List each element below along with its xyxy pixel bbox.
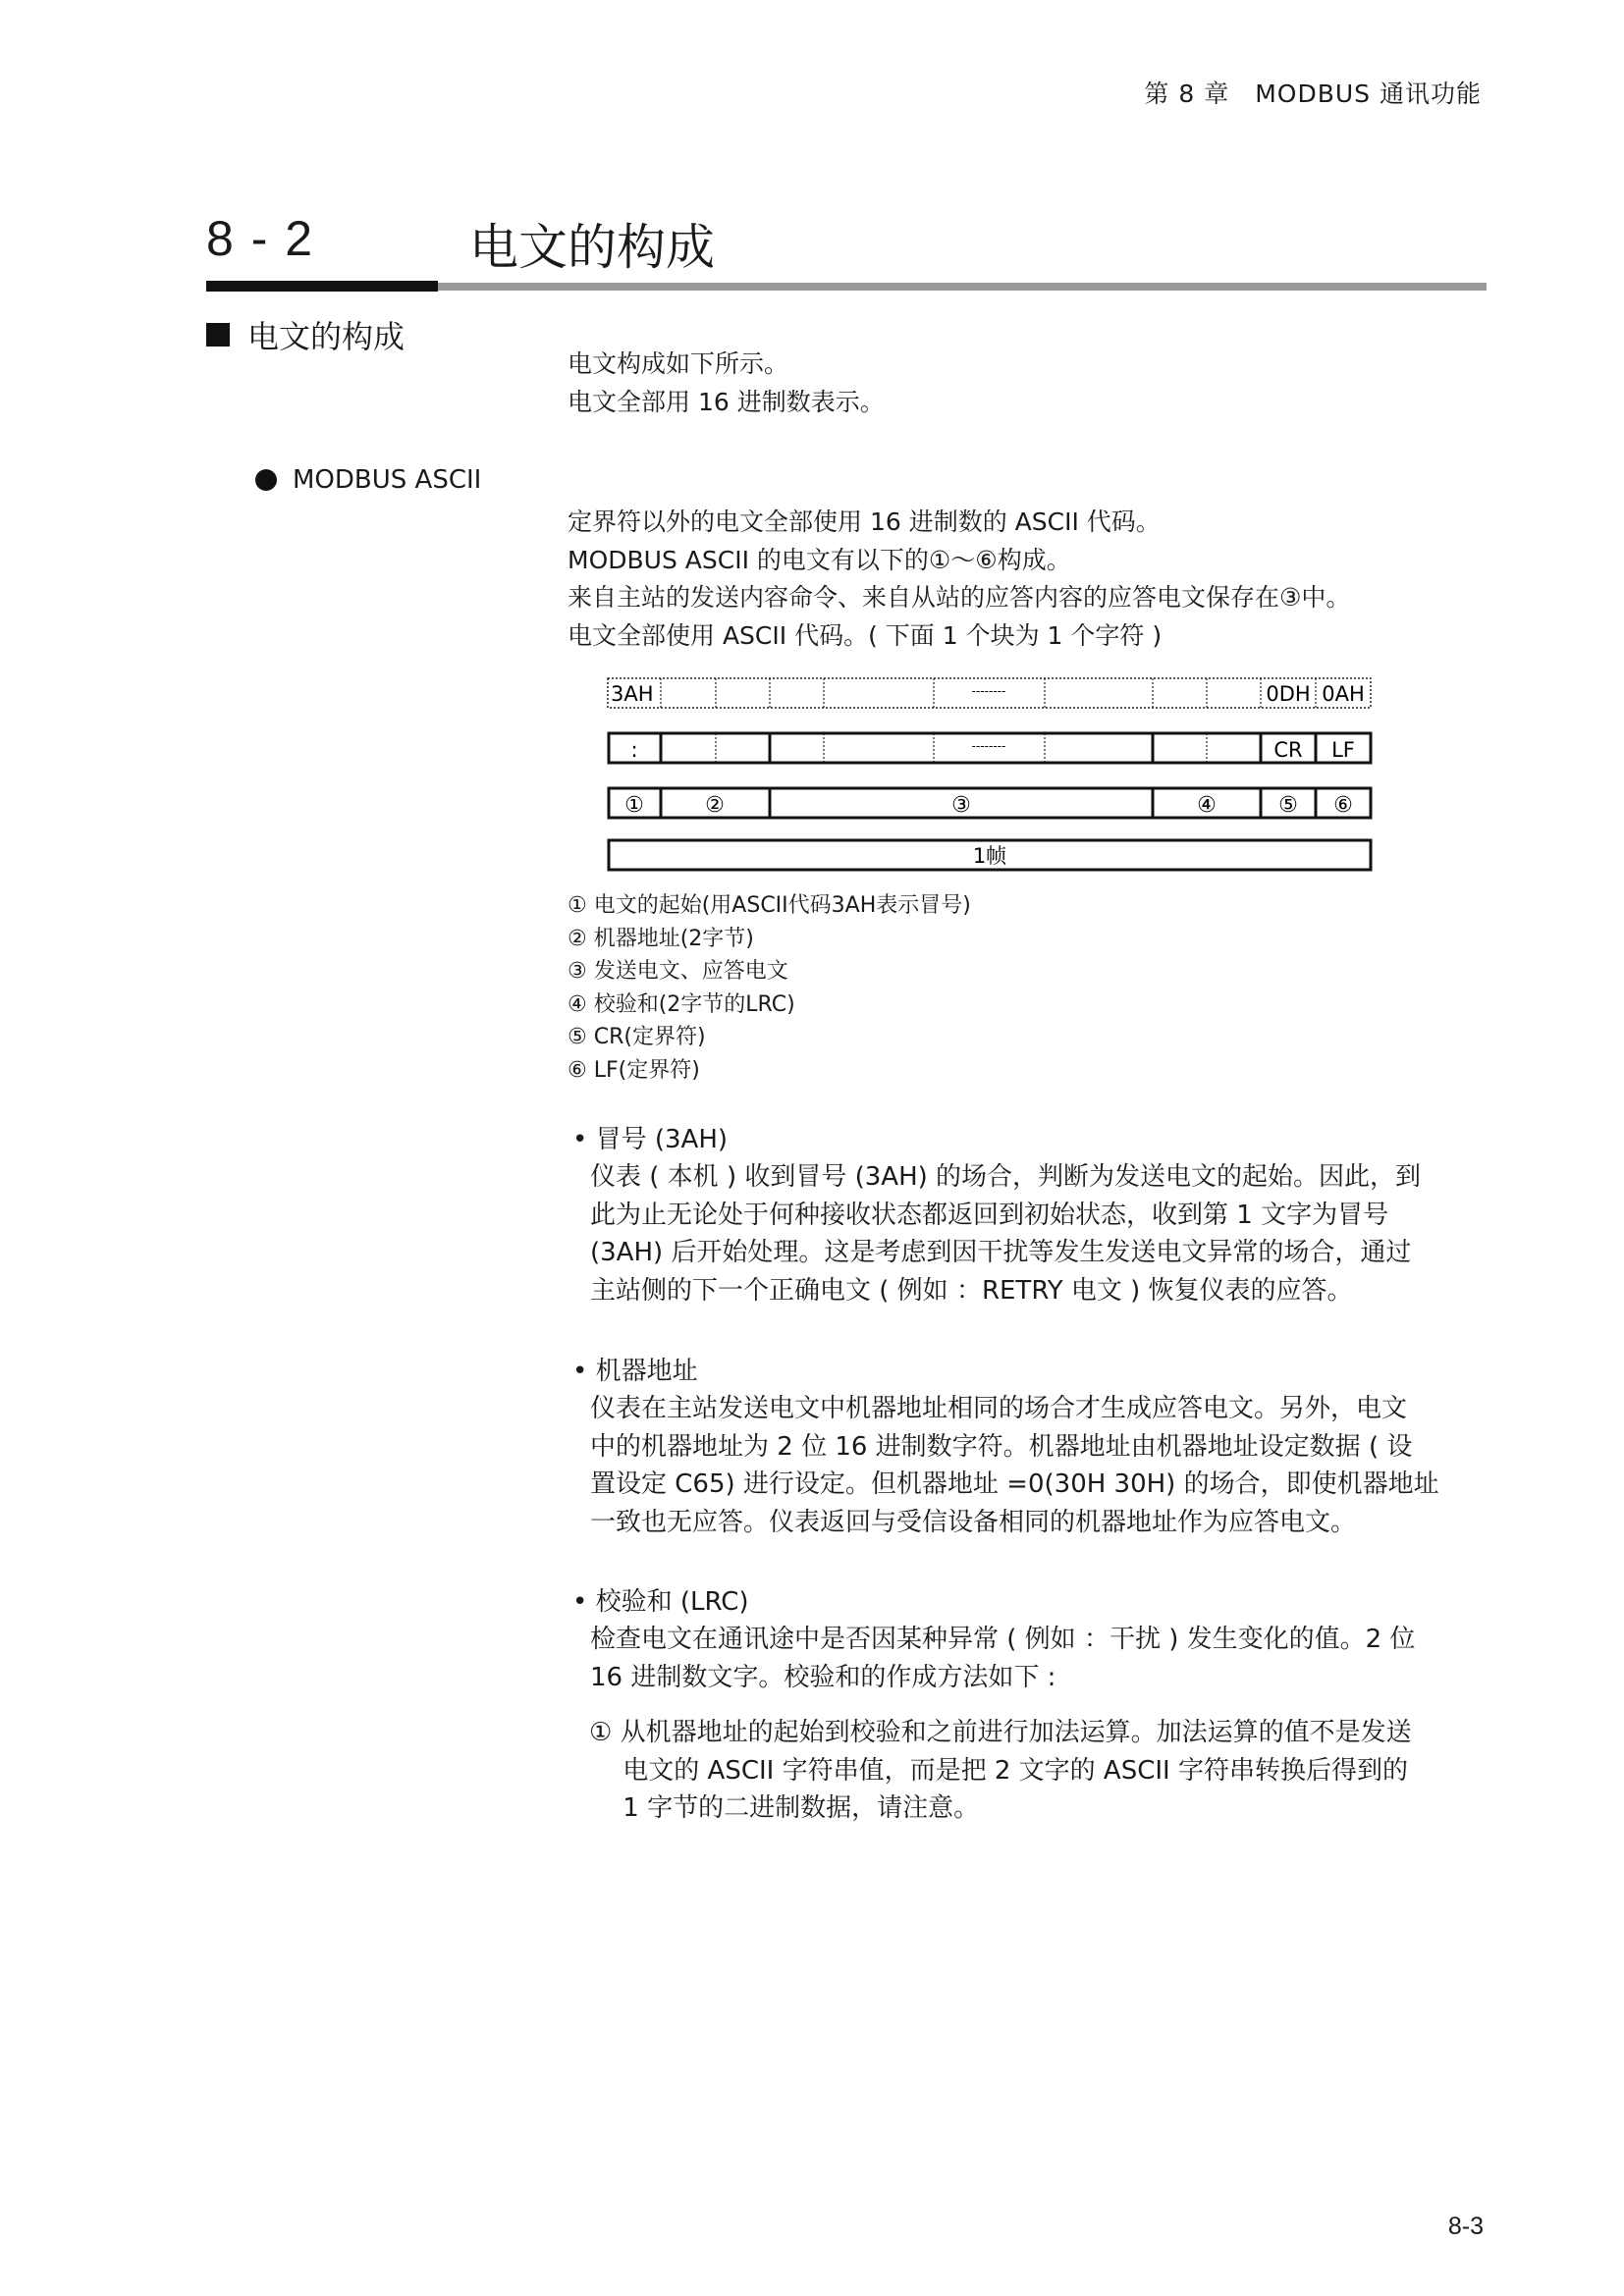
row1-cr-label: 0DH — [1266, 682, 1311, 706]
lrc-step-line: ① 从机器地址的起始到校验和之前进行加法运算。加法运算的值不是发送 — [589, 1718, 1412, 1747]
char-row — [609, 733, 1371, 763]
modbus-line: 来自主站的发送内容命令、来自从站的应答内容的应答电文保存在③中。 — [568, 583, 1351, 612]
note-colon — [572, 1121, 1421, 1309]
modbus-paragraph — [568, 504, 1350, 655]
lrc-step-line: 1 字节的二进制数据，请注意。 — [589, 1793, 980, 1823]
note-body — [572, 1158, 1421, 1309]
row2-ellipsis: -------- — [971, 739, 1006, 753]
note-body — [572, 1621, 1415, 1696]
modbus-line: 电文全部使用 ASCII 代码。( 下面 1 个块为 1 个字符 ) — [568, 620, 1163, 650]
row2-colon-label: : — [630, 738, 638, 762]
subheading-text: 电文的构成 — [247, 318, 406, 355]
note-line: 一致也无应答。仪表返回与受信设备相同的机器地址作为应答电文。 — [590, 1507, 1357, 1537]
title-rule-gray — [438, 283, 1487, 291]
row2-cr-label: CR — [1273, 738, 1303, 762]
note-line: (3AH) 后开始处理。这是考虑到因干扰等发生发送电文异常的场合，通过 — [590, 1238, 1412, 1267]
note-checksum — [572, 1583, 1415, 1696]
page-number: 8-3 — [1447, 2213, 1484, 2240]
square-bullet-icon — [206, 323, 230, 347]
note-title: • 冒号 (3AH) — [572, 1125, 729, 1154]
note-line: 16 进制数文字。校验和的作成方法如下 : — [590, 1662, 1056, 1692]
frame-label: 1帧 — [972, 844, 1007, 868]
chapter-header: 第 8 章 MODBUS 通讯功能 — [1144, 80, 1482, 108]
legend-item: ① 电文的起始(用ASCII代码3AH表示冒号) — [568, 893, 971, 918]
hex-row — [608, 678, 1371, 708]
note-line: 置设定 C65) 进行设定。但机器地址 =0(30H 30H) 的场合，即使机器地址 — [590, 1469, 1439, 1499]
row1-ellipsis: -------- — [971, 684, 1006, 698]
legend-item: ② 机器地址(2字节) — [568, 926, 754, 951]
frame-row — [609, 840, 1371, 870]
part-6-marker: ⑥ — [1333, 793, 1353, 818]
intro-line: 电文全部用 16 进制数表示。 — [568, 387, 885, 416]
part-1-marker: ① — [624, 793, 644, 818]
note-title: • 机器地址 — [572, 1357, 698, 1386]
modbus-ascii-label: MODBUS ASCII — [293, 465, 482, 495]
note-line: 中的机器地址为 2 位 16 进制数字符。机器地址由机器地址设定数据 ( 设 — [590, 1431, 1413, 1462]
row1-lf-label: 0AH — [1322, 682, 1365, 706]
intro-line: 电文构成如下所示。 — [568, 349, 789, 378]
row2-lf-label: LF — [1331, 738, 1355, 762]
note-device-address — [572, 1353, 1439, 1541]
lrc-step-line: 电文的 ASCII 字符串值，而是把 2 文字的 ASCII 字符串转换后得到的 — [589, 1755, 1408, 1786]
row1-start-label: 3AH — [611, 682, 654, 706]
lrc-step-list — [589, 1714, 1412, 1828]
legend-item: ⑥ LF(定界符) — [568, 1057, 700, 1083]
modbus-line: 定界符以外的电文全部使用 16 进制数的 ASCII 代码。 — [568, 507, 1161, 536]
modbus-line: MODBUS ASCII 的电文有以下的①～⑥构成。 — [568, 545, 1071, 574]
legend-item: ⑤ CR(定界符) — [568, 1025, 706, 1050]
diagram-legend — [568, 889, 971, 1088]
part-3-marker: ③ — [951, 793, 971, 818]
section-number: 8 - 2 — [206, 211, 315, 266]
note-title: • 校验和 (LRC) — [572, 1587, 749, 1617]
modbus-ascii-heading — [206, 465, 481, 495]
note-line: 仪表在主站发送电文中机器地址相同的场合才生成应答电文。另外，电文 — [590, 1394, 1408, 1423]
title-rule-dark — [206, 281, 438, 292]
part-row — [609, 788, 1371, 818]
note-line: 仪表 ( 本机 ) 收到冒号 (3AH) 的场合，判断为发送电文的起始。因此，到 — [590, 1162, 1422, 1192]
note-line: 检查电文在通讯途中是否因某种异常 ( 例如 ：干扰 ) 发生变化的值。2 位 — [590, 1625, 1416, 1654]
part-2-marker: ② — [705, 793, 725, 818]
legend-item: ③ 发送电文、应答电文 — [568, 959, 788, 985]
note-body — [572, 1390, 1439, 1541]
circle-bullet-icon — [255, 469, 277, 491]
part-4-marker: ④ — [1197, 793, 1217, 818]
note-line: 主站侧的下一个正确电文 ( 例如 ：RETRY 电文 ) 恢复仪表的应答。 — [590, 1275, 1353, 1306]
part-5-marker: ⑤ — [1278, 793, 1298, 818]
section-title: 电文的构成 — [469, 219, 715, 276]
intro-paragraph — [568, 346, 885, 421]
legend-item: ④ 校验和(2字节的LRC) — [568, 991, 795, 1017]
frame-diagram — [607, 677, 1377, 874]
subheading — [206, 312, 405, 357]
note-line: 此为止无论处于何种接收状态都返回到初始状态，收到第 1 文字为冒号 — [590, 1200, 1389, 1230]
